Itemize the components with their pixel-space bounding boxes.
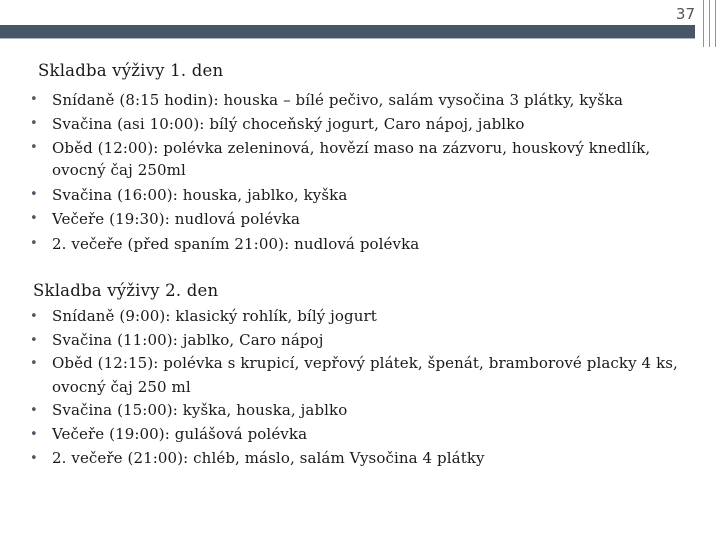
list-item-text: Oběd (12:00): polévka zeleninová, hovězí maso na zázvoru, houskový knedlík, ovocný čaj 250ml: [52, 138, 651, 179]
list-item: [0, 423, 720, 447]
bullet-icon: •: [30, 426, 38, 442]
list-item-text: Snídaně (8:15 hodin): houska – bílé pečivo, salám vysočina 3 plátky, kyška: [52, 91, 624, 109]
bullet-icon: •: [30, 211, 38, 227]
decorative-vertical-line: [709, 0, 710, 47]
bullet-icon: •: [30, 116, 38, 132]
list-item: [0, 88, 720, 112]
list-item-text: Svačina (16:00): houska, jablko, kyška: [52, 185, 348, 204]
bullet-icon: •: [30, 356, 38, 372]
list-item: [0, 329, 720, 353]
bullet-icon: •: [30, 309, 38, 324]
list-item: [0, 352, 720, 399]
list-item: [0, 112, 720, 136]
list-item: [0, 207, 720, 231]
list-item: [0, 232, 720, 256]
day1-section: [0, 61, 720, 256]
day1-list: [0, 88, 720, 256]
day2-heading: Skladba výživy 2. den: [33, 281, 219, 300]
bullet-icon: •: [30, 450, 38, 466]
list-item-text: Snídaně (9:00): klasický rohlík, bílý jogurt: [52, 307, 377, 325]
list-item-text: Svačina (asi 10:00): bílý choceňský jogurt, Caro nápoj, jablko: [52, 115, 525, 134]
list-item-text: Oběd (12:15): polévka s krupicí, vepřový plátek, špenát, bramborové placky 4 ks, ovocný čaj 250 ml: [52, 354, 678, 396]
decorative-vertical-line: [715, 0, 716, 47]
bullet-icon: •: [30, 139, 38, 155]
bullet-icon: •: [30, 186, 38, 202]
day2-section: [0, 281, 720, 470]
list-item-text: Večeře (19:00): gulášová polévka: [52, 424, 308, 443]
title-bar: [0, 25, 695, 38]
list-item: [0, 305, 720, 329]
page-number: 37: [675, 5, 695, 23]
list-item-text: Svačina (15:00): kyška, houska, jablko: [52, 401, 348, 420]
bullet-icon: •: [30, 403, 38, 419]
list-item-text: Svačina (11:00): jablko, Caro nápoj: [52, 330, 324, 349]
list-item: [0, 137, 720, 183]
list-item: [0, 399, 720, 423]
day1-heading: Skladba výživy 1. den: [38, 61, 224, 80]
list-item: [0, 447, 720, 471]
bullet-icon: •: [30, 235, 38, 251]
bullet-icon: •: [30, 332, 38, 348]
title-bar-underline: [0, 38, 695, 39]
day2-list: [0, 305, 720, 470]
decorative-vertical-line: [703, 0, 704, 47]
list-item: [0, 183, 720, 207]
list-item-text: 2. večeře (21:00): chléb, máslo, salám Vysočina 4 plátky: [52, 448, 485, 467]
bullet-icon: •: [30, 92, 38, 107]
list-item-text: 2. večeře (před spaním 21:00): nudlová polévka: [52, 234, 420, 253]
list-item-text: Večeře (19:30): nudlová polévka: [52, 210, 301, 229]
